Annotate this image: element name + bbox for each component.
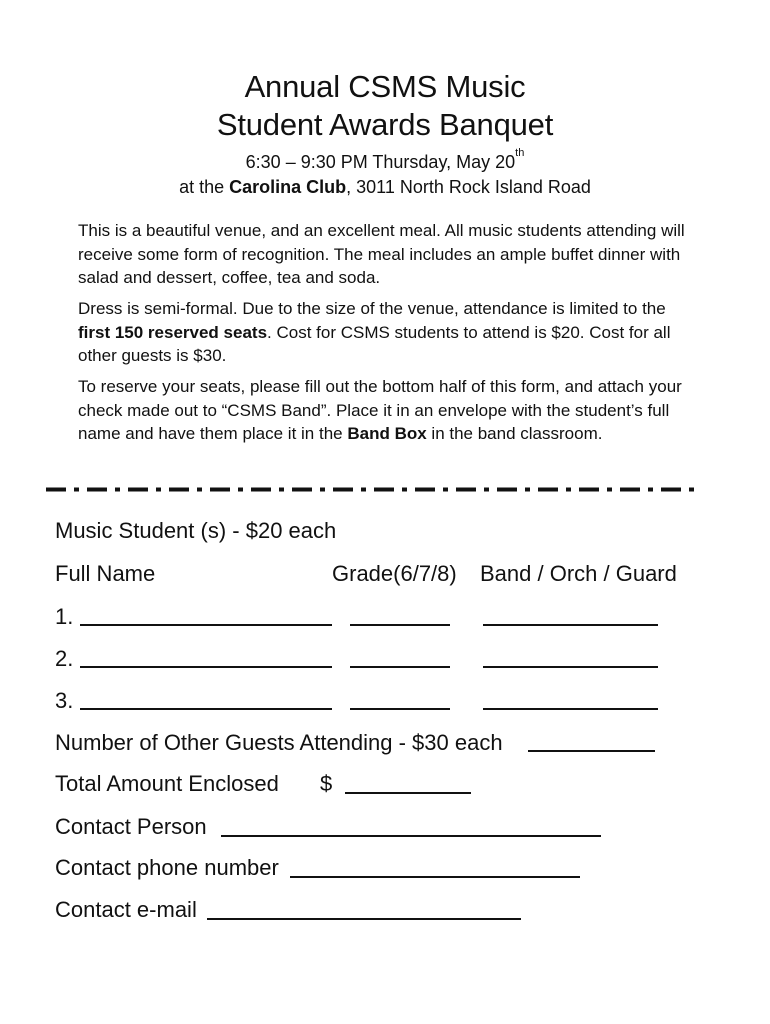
contact-person-field[interactable] — [221, 835, 601, 837]
event-date-suffix: th — [515, 147, 525, 159]
flyer-title-line2: Student Awards Banquet — [216, 107, 554, 142]
event-time — [0, 147, 770, 174]
other-guests-label: Number of Other Guests Attending - $30 each — [55, 730, 503, 755]
contact-email-field[interactable] — [207, 918, 521, 920]
instructions-text-b: in the band classroom. — [426, 424, 603, 443]
flyer-title-line1: Annual CSMS Music — [244, 69, 526, 104]
event-time-text: 6:30 – 9:30 PM Thursday, May 20 — [245, 152, 516, 172]
instructions-text-a: To reserve your seats, please fill out the bottom half of this form, and attach your check made out to “CSMS Band”. Place it in an envelope with the student’s full name and have them place it in the — [78, 377, 682, 443]
contact-phone-label: Contact phone number — [55, 855, 279, 880]
student-row-2-number: 2. — [55, 646, 74, 671]
column-header-grade: Grade(6/7/8) — [332, 561, 457, 586]
student-1-group-field[interactable] — [483, 624, 658, 626]
student-section-heading: Music Student (s) - $20 each — [55, 518, 337, 543]
cut-line-divider — [46, 487, 702, 492]
contact-person-label: Contact Person — [55, 814, 207, 839]
student-1-name-field[interactable] — [80, 624, 332, 626]
venue-name: Carolina Club — [229, 177, 347, 197]
total-amount-field[interactable] — [345, 792, 471, 794]
student-2-name-field[interactable] — [80, 666, 332, 668]
student-row-1-number: 1. — [55, 604, 74, 629]
student-row-3-number: 3. — [55, 688, 74, 713]
venue-description: This is a beautiful venue, and an excellent meal. All music students attending will receive some form of recognition. The meal includes an ample buffet dinner with salad and dessert, coffee, tea and soda. — [78, 221, 685, 287]
venue-prefix: at the — [179, 177, 230, 197]
total-amount-label: Total Amount Enclosed — [55, 771, 279, 796]
venue-address: , 3011 North Rock Island Road — [346, 177, 591, 197]
band-box-emphasis: Band Box — [347, 424, 427, 443]
other-guests-count-field[interactable] — [528, 750, 655, 752]
column-header-group: Band / Orch / Guard — [480, 561, 677, 586]
dress-text-a: Dress is semi-formal. Due to the size of the venue, attendance is limited to the — [78, 299, 666, 318]
event-venue — [0, 175, 770, 199]
dress-text-b: . Cost for CSMS students to attend is $20. Cost for all other guests is $30. — [78, 322, 671, 365]
student-3-name-field[interactable] — [80, 708, 332, 710]
reserved-seats-emphasis: first 150 reserved seats — [78, 322, 268, 342]
student-2-group-field[interactable] — [483, 666, 658, 668]
student-2-grade-field[interactable] — [350, 666, 450, 668]
student-3-grade-field[interactable] — [350, 708, 450, 710]
column-header-full-name: Full Name — [55, 561, 156, 586]
currency-symbol: $ — [320, 771, 333, 796]
dress-and-cost-paragraph — [78, 297, 698, 368]
student-1-grade-field[interactable] — [350, 624, 450, 626]
contact-phone-field[interactable] — [290, 876, 580, 878]
student-3-group-field[interactable] — [483, 708, 658, 710]
reservation-instructions — [78, 375, 698, 446]
contact-email-label: Contact e-mail — [55, 897, 197, 922]
